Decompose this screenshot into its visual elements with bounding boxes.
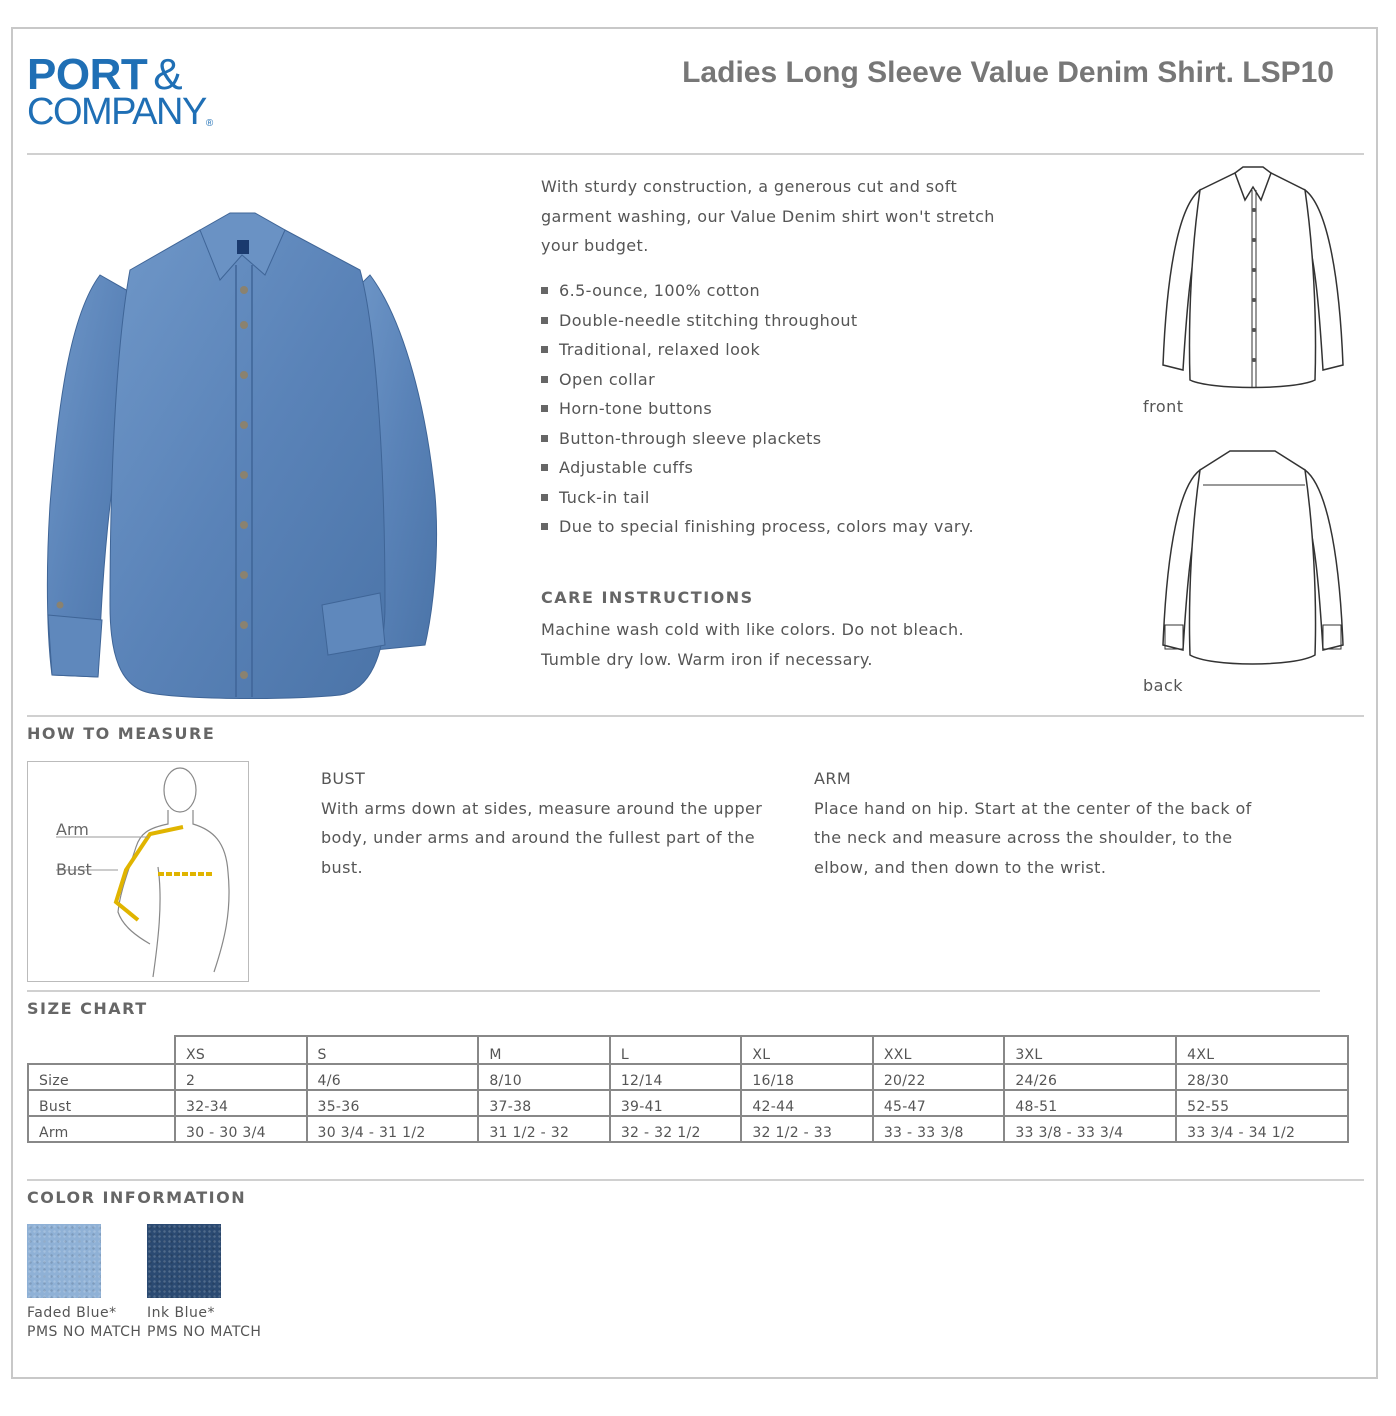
product-intro: With sturdy construction, a generous cut and soft garment washing, our Value Denim shirt won't stretch your budget. (541, 177, 995, 255)
table-cell: 32-34 (175, 1090, 307, 1116)
front-label: front (1143, 397, 1184, 416)
figure-bust-label: Bust (56, 860, 92, 879)
feature-item: Double-needle stitching throughout (541, 306, 1001, 336)
size-column-header: M (478, 1036, 610, 1064)
size-chart-table (27, 1035, 1349, 1143)
bust-instructions (321, 764, 781, 882)
feature-item: Button-through sleeve plackets (541, 424, 1001, 454)
back-flat-sketch (1155, 445, 1350, 670)
table-cell: 30 - 30 3/4 (175, 1116, 307, 1142)
size-column-header: XXL (873, 1036, 1005, 1064)
feature-item: Traditional, relaxed look (541, 335, 1001, 365)
color-label (27, 1304, 141, 1342)
table-row (28, 1064, 1348, 1090)
table-cell: 2 (175, 1064, 307, 1090)
header-divider (27, 153, 1364, 155)
feature-item: Horn-tone buttons (541, 394, 1001, 424)
color-info-heading: COLOR INFORMATION (27, 1188, 247, 1207)
arm-instructions (814, 764, 1284, 882)
table-cell: 33 3/8 - 33 3/4 (1004, 1116, 1176, 1142)
table-cell: 35-36 (307, 1090, 479, 1116)
brand-amp: & (153, 50, 183, 99)
table-cell: 31 1/2 - 32 (478, 1116, 610, 1142)
table-cell: 48-51 (1004, 1090, 1176, 1116)
table-cell: 42-44 (741, 1090, 873, 1116)
brand-line2: COMPANY (27, 91, 206, 133)
bust-text: With arms down at sides, measure around the upper body, under arms and around the fullest part of the bust. (321, 798, 763, 877)
table-cell: 8/10 (478, 1064, 610, 1090)
front-flat-sketch (1155, 165, 1350, 395)
table-cell: 20/22 (873, 1064, 1005, 1090)
table-cell: 39-41 (610, 1090, 742, 1116)
brand-logo (27, 50, 212, 133)
table-cell: 32 1/2 - 33 (741, 1116, 873, 1142)
feature-list (541, 276, 1001, 542)
arm-heading: ARM (814, 769, 852, 788)
brand-reg: ® (205, 118, 212, 129)
measure-figure (27, 761, 249, 982)
section-divider (27, 1179, 1364, 1181)
arm-text: Place hand on hip. Start at the center of the back of the neck and measure across the shoulder, to the elbow, and then down to the wrist. (814, 798, 1252, 877)
row-label: Arm (28, 1116, 175, 1142)
brand-line1: PORT (27, 50, 148, 99)
feature-item: Open collar (541, 365, 1001, 395)
size-column-header: L (610, 1036, 742, 1064)
table-cell: 33 3/4 - 34 1/2 (1176, 1116, 1348, 1142)
table-cell: 33 - 33 3/8 (873, 1116, 1005, 1142)
product-title: Ladies Long Sleeve Value Denim Shirt. LSP10 (682, 56, 1334, 89)
color-pms: PMS NO MATCH (27, 1324, 142, 1340)
table-row (28, 1036, 1348, 1064)
row-label: Bust (28, 1090, 175, 1116)
color-label (147, 1304, 261, 1342)
feature-item: Tuck-in tail (541, 483, 1001, 513)
how-to-measure-heading: HOW TO MEASURE (27, 724, 216, 743)
size-column-header: XS (175, 1036, 307, 1064)
color-name: Faded Blue* (27, 1305, 117, 1321)
bust-heading: BUST (321, 769, 366, 788)
product-photo (40, 205, 440, 700)
table-cell: 32 - 32 1/2 (610, 1116, 742, 1142)
table-cell: 28/30 (1176, 1064, 1348, 1090)
care-text: Machine wash cold with like colors. Do not bleach. Tumble dry low. Warm iron if necessary. (541, 620, 964, 669)
table-row (28, 1116, 1348, 1142)
row-label: Size (28, 1064, 175, 1090)
feature-item: Adjustable cuffs (541, 453, 1001, 483)
color-swatch-ink-blue (147, 1224, 221, 1298)
size-column-header: XL (741, 1036, 873, 1064)
table-cell: 45-47 (873, 1090, 1005, 1116)
care-heading: CARE INSTRUCTIONS (541, 588, 754, 607)
color-name: Ink Blue* (147, 1305, 216, 1321)
table-cell: 12/14 (610, 1064, 742, 1090)
table-cell: 52-55 (1176, 1090, 1348, 1116)
color-pms: PMS NO MATCH (147, 1324, 262, 1340)
section-divider (27, 990, 1320, 992)
table-cell: 24/26 (1004, 1064, 1176, 1090)
feature-item: Due to special finishing process, colors may vary. (541, 512, 1001, 542)
size-column-header: 4XL (1176, 1036, 1348, 1064)
table-cell: 16/18 (741, 1064, 873, 1090)
table-cell: 4/6 (307, 1064, 479, 1090)
section-divider (27, 715, 1364, 717)
size-column-header: S (307, 1036, 479, 1064)
table-row (28, 1090, 1348, 1116)
color-swatch-faded-blue (27, 1224, 101, 1298)
back-label: back (1143, 676, 1184, 695)
feature-item: 6.5-ounce, 100% cotton (541, 276, 1001, 306)
size-column-header: 3XL (1004, 1036, 1176, 1064)
size-chart-heading: SIZE CHART (27, 999, 148, 1018)
table-cell: 30 3/4 - 31 1/2 (307, 1116, 479, 1142)
table-cell: 37-38 (478, 1090, 610, 1116)
figure-arm-label: Arm (56, 820, 89, 839)
